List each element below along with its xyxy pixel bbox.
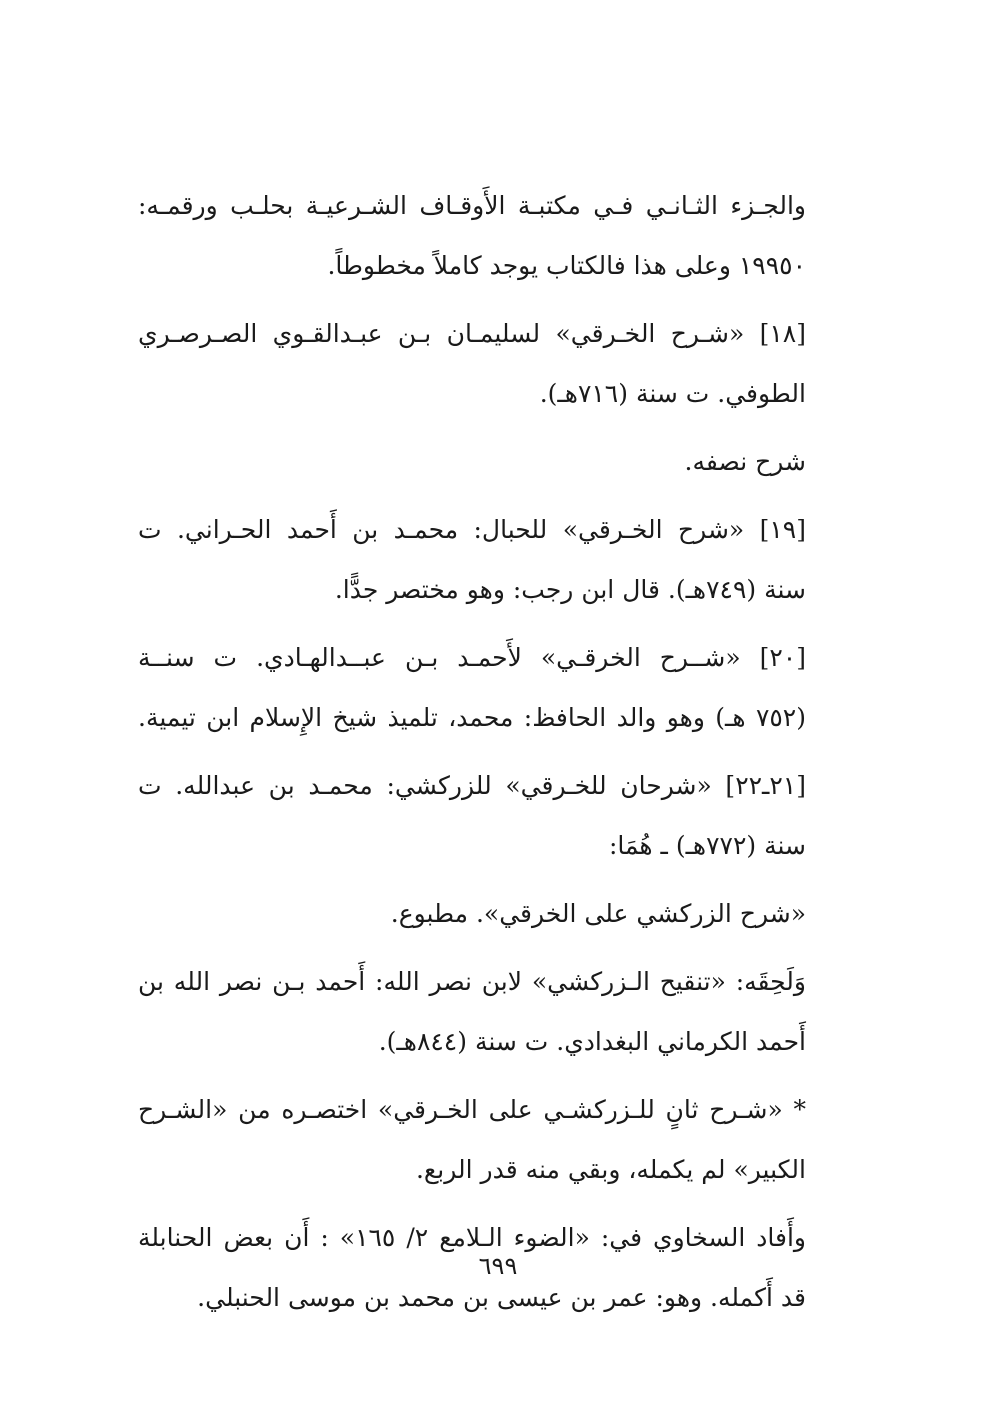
paragraph-entry-20 [138,628,846,748]
text-line: شرح نصفه. [684,447,806,476]
paragraph-entry-19 [138,500,846,620]
text-line: الكبير» لم يكمله، وبقي منه قدر الربع. [415,1155,806,1184]
text-line: [٢٠] «شــرح الخرقـي» لأَحمـد بـن عبــدالهـادي. ت سنــة [138,643,806,672]
paragraph-entry-21-22-appendix [138,952,846,1072]
text-line: * «شـرح ثانٍ للـزركشـي على الخـرقي» اختصـره من «الشـرح [138,1095,806,1124]
text-line: [١٩] «شرح الخـرقي» للحبال: محمـد بن أَحمد الحـراني. ت [138,515,806,544]
page-body [138,176,846,1336]
paragraph-entry-18 [138,304,846,424]
text-line: أَحمد الكرماني البغدادي. ت سنة (٨٤٤هـ). [378,1027,806,1056]
text-line: سنة (٧٤٩هـ). قال ابن رجب: وهو مختصر جدًّا. [334,575,806,604]
paragraph-entry-21-22 [138,756,846,876]
text-line: [١٨] «شـرح الخـرقي» لسليمـان بـن عبـدالقـوي الصـرصـري [138,319,806,348]
text-line: قد أَكمله. وهو: عمر بن عيسى بن محمد بن موسى الحنبلي. [197,1283,806,1312]
paragraph-entry-21-22-second [138,1080,846,1200]
page-number: ٦٩٩ [478,1252,518,1280]
text-line: [٢١ـ٢٢] «شرحان للخـرقي» للزركشي: محمـد بن عبدالله. ت [138,771,806,800]
paragraph-waqf-second-part [138,176,846,296]
text-line: وأَفاد السخاوي في: «الضوء الـلامع ٢/ ١٦٥» : أَن بعض الحنابلة [138,1223,806,1252]
text-line: (٧٥٢ هـ) وهو والد الحافظ: محمد، تلميذ شيخ الإِسلام ابن تيمية. [138,703,806,732]
text-line: الطوفي. ت سنة (٧١٦هـ). [539,379,806,408]
text-line: سنة (٧٧٢هـ) ـ هُمَا: [608,831,806,860]
paragraph-entry-18-note [138,432,846,492]
text-line: ١٩٩٥٠ وعلى هذا فالكتاب يوجد كاملاً مخطوطاً. [327,251,806,280]
text-line: وَلَحِقَه: «تنقيح الـزركشي» لابن نصر الله: أَحمد بـن نصر الله بن [138,967,806,996]
text-line: «شرح الزركشي على الخرقي». مطبوع. [390,899,806,928]
paragraph-entry-21-22-first [138,884,846,944]
text-line: والجـزء الثـانـي فـي مكتبـة الأَوقـاف الشـرعيـة بحلـب ورقمـه: [138,191,806,220]
